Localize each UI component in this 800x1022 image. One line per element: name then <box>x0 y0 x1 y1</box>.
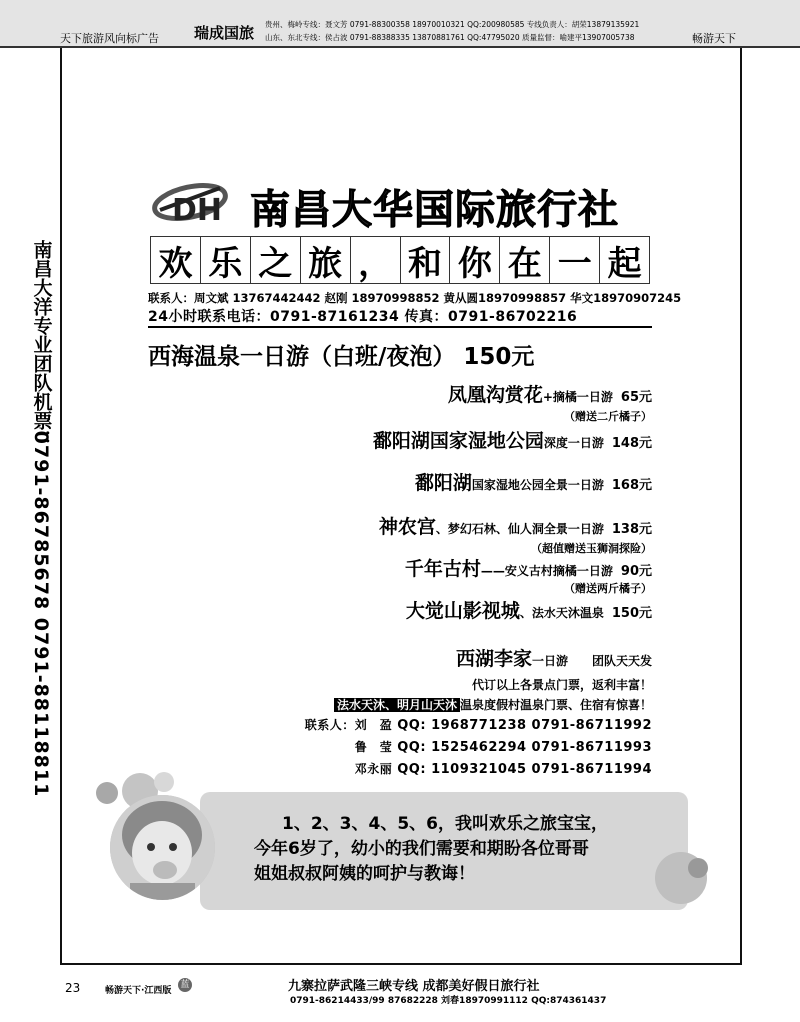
contact-row-1 <box>305 716 652 733</box>
contact-label: 联系人：刘 盈 <box>304 718 393 732</box>
tour-row-4 <box>379 512 652 539</box>
magazine-name: 畅游天下·江西版 <box>105 986 172 996</box>
tour-row-6 <box>406 596 652 623</box>
tour-row-1 <box>448 380 652 407</box>
tour-desc: 国家湿地公园全景一日游 <box>471 478 604 492</box>
tour-price: 65元 <box>620 390 652 405</box>
agency-hotline: 24小时联系电话：0791-87161234 传真：0791-86702216 <box>148 309 578 325</box>
tour-name: 鄱阳湖国家湿地公园 <box>372 430 544 452</box>
slogan-char: 一 <box>549 236 599 284</box>
spa-note <box>334 696 652 713</box>
contact-info: QQ: 1525462294 0791-86711993 <box>397 740 652 755</box>
page-number: 23 <box>65 981 81 995</box>
tour-name: 千年古村 <box>404 558 481 580</box>
spa-highlight: 法水天沐、明月山天沐 <box>334 698 460 712</box>
baby-photo <box>110 795 215 900</box>
side-vertical-text <box>20 240 62 798</box>
side-phone-text: 0791-86785678 0791-88118811 <box>30 430 52 798</box>
slogan-char: 旅 <box>300 236 350 284</box>
decor-circle <box>688 858 708 878</box>
tour-desc: 、梦幻石林、仙人洞全景一日游 <box>435 522 604 536</box>
tour-desc: 深度一日游 <box>543 436 604 450</box>
tour-desc: 、法水天沐温泉 <box>519 606 604 620</box>
slogan-grid <box>150 236 650 284</box>
tour-name: 西湖李家 <box>455 648 532 670</box>
header-line-2: 山东、东北专线：侯占波 0791-88388335 13870881761 QQ:47795020 质量监督：喻建平13907005738 <box>265 33 635 42</box>
banner-line-2: 今年6岁了，幼小的我们需要和期盼各位哥哥 <box>254 839 589 859</box>
tour-extra: 团队天天发 <box>591 654 652 668</box>
contact-row-3 <box>355 760 652 777</box>
spa-rest: 温泉度假村温泉门票、住宿有惊喜！ <box>459 698 652 712</box>
divider-rule <box>148 326 652 328</box>
contact-label: 鲁 莹 <box>354 740 393 754</box>
slogan-char: 起 <box>599 236 650 284</box>
tour-name: 鄱阳湖 <box>414 472 472 494</box>
tour-price: 148元 <box>611 436 652 451</box>
tour-row-2 <box>373 426 652 453</box>
side-phone-numbers <box>20 430 62 798</box>
tour-desc: 一日游 <box>531 654 568 668</box>
decor-circle <box>154 772 174 792</box>
slogan-char: ， <box>350 236 400 284</box>
slogan-char: 在 <box>499 236 549 284</box>
tour-name: 凤凰沟赏花 <box>447 384 543 406</box>
tour-name: 大觉山影视城 <box>405 600 520 622</box>
tour-row-5 <box>405 554 652 581</box>
banner-line-1: 1、2、3、4、5、6，我叫欢乐之旅宝宝， <box>282 814 608 834</box>
tour-price: 138元 <box>611 522 652 537</box>
agency-contacts: 联系人：周文斌 13767442442 赵刚 18970998852 黄从圆18970998857 华文18970907245 <box>148 291 682 305</box>
header-left-text: 天下旅游风向标广告 <box>60 32 159 45</box>
ticket-note: 代订以上各景点门票，返利丰富！ <box>471 678 652 692</box>
magazine-badge: 蓝 <box>178 978 192 992</box>
logo-letters: DH <box>172 193 223 226</box>
footer-ad-contacts: 0791-86214433/99 87682228 刘春18970991112 QQ:874361437 <box>290 996 607 1006</box>
decor-circle <box>96 782 118 804</box>
footer-ad-title: 九寨拉萨武隆三峡专线 成都美好假日旅行社 <box>288 979 540 994</box>
header-line-1: 贵州、梅岭专线：聂文芳 0791-88300358 18970010321 QQ:200980585 专线负责人：胡荣13879135921 <box>265 20 640 29</box>
side-vertical-label: 南昌大洋专业团队机票： <box>30 240 53 449</box>
slogan-char: 乐 <box>200 236 250 284</box>
agency-logo-icon <box>150 180 238 226</box>
contact-info: QQ: 1968771238 0791-86711992 <box>397 718 652 733</box>
slogan-char: 欢 <box>150 236 200 284</box>
banner-text <box>254 812 608 887</box>
tour-note-4: （超值赠送玉狮洞探险） <box>531 542 652 555</box>
slogan-char: 你 <box>449 236 499 284</box>
contact-row-2 <box>355 738 652 755</box>
tour-row-7 <box>456 644 652 671</box>
header-contact-lines <box>265 18 639 44</box>
tour-price: 90元 <box>620 564 652 579</box>
slogan-char: 和 <box>400 236 450 284</box>
tour-row-3 <box>415 468 652 495</box>
contact-info: QQ: 1109321045 0791-86711994 <box>397 762 652 777</box>
tour-desc: +摘橘一日游 <box>542 390 613 404</box>
tour-price: 168元 <box>611 478 652 493</box>
agency-name: 南昌大华国际旅行社 <box>250 187 619 233</box>
slogan-char: 之 <box>250 236 300 284</box>
header-right-text: 畅游天下 <box>692 32 736 45</box>
banner-line-3: 姐姐叔叔阿姨的呵护与教诲！ <box>254 864 475 884</box>
header-brand: 瑞成国旅 <box>194 24 255 42</box>
tour-price: 150元 <box>611 606 652 621</box>
tour-main-offer: 西海温泉一日游（白班/夜泡） 150元 <box>148 344 535 370</box>
tour-note-1: （赠送二斤橘子） <box>564 410 652 423</box>
tour-note-5: （赠送两斤橘子） <box>564 582 652 595</box>
tour-name: 神农宫 <box>378 516 436 538</box>
contact-label: 邓永丽 <box>354 762 393 776</box>
tour-desc: ——安义古村摘橘一日游 <box>480 564 613 578</box>
baby-photo-illustration <box>110 795 215 900</box>
